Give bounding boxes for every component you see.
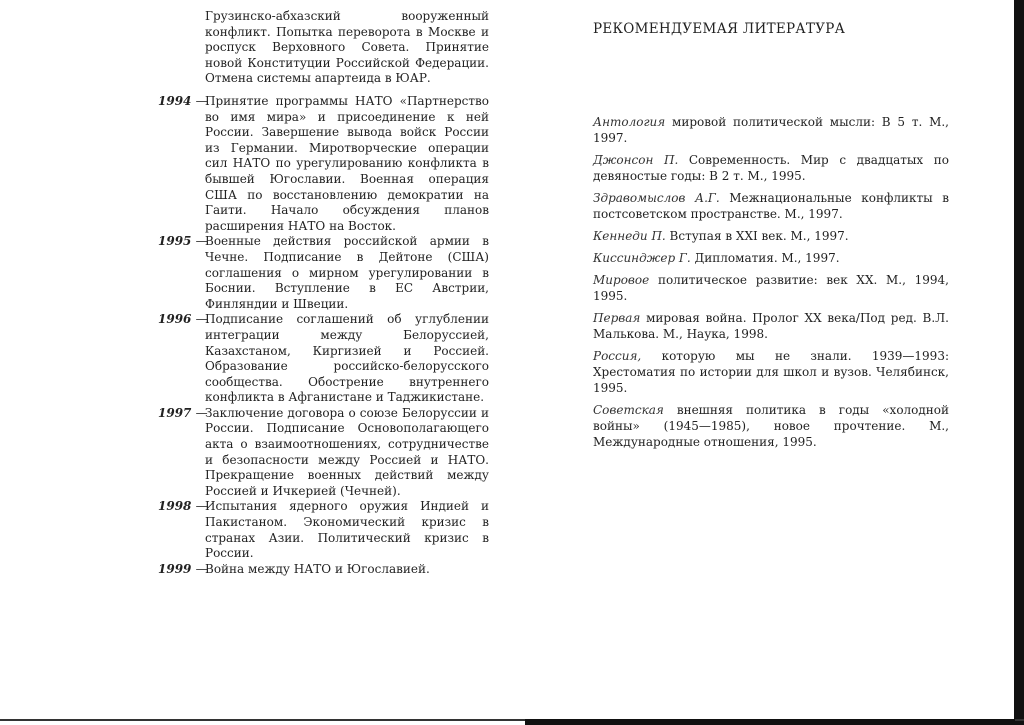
chronology-entry — [158, 94, 489, 234]
chronology-list — [158, 94, 489, 577]
entry-dash: — — [195, 405, 208, 420]
reference-text: Межнациональные конфликты в постсоветском пространстве. М., 1997. — [593, 191, 949, 221]
entry-text: Заключение договора о союзе Белоруссии и России. Подписание Основополагающего акта о взаимоотношениях, сотрудничестве и безопасности между Россией и НАТО. Прекращение военных действий между Россией и Ичкерией (Чечней). — [205, 405, 489, 498]
reference-author: Киссинджер Г. — [593, 251, 691, 265]
reference-text: мировой политической мысли: В 5 т. М., 1997. — [593, 115, 949, 145]
entry-year: 1995 — [158, 234, 192, 249]
entry-year: 1996 — [158, 312, 192, 327]
entry-dash: — — [195, 312, 208, 327]
page-title: РЕКОМЕНДУЕМАЯ ЛИТЕРАТУРА — [593, 21, 846, 37]
reference-text: Современность. Мир с двадцатых по девяностые годы: В 2 т. М., 1995. — [593, 153, 950, 183]
entry-text: Война между НАТО и Югославией. — [205, 561, 430, 576]
reference-author: Первая — [593, 311, 641, 325]
reference-list — [593, 114, 949, 456]
reference-text: внешняя политика в годы «холодной войны» (1945—1985), новое прочтение. М., Международные отношения, 1995. — [593, 403, 949, 449]
reference-item — [593, 348, 949, 396]
chronology-entry — [158, 234, 489, 312]
scan-edge-bottom-dark — [525, 719, 1015, 725]
entry-dash: — — [195, 94, 208, 108]
entry-dash: — — [195, 499, 208, 514]
reference-item — [593, 310, 949, 342]
reference-item — [593, 250, 949, 266]
reference-text: Вступая в XXI век. М., 1997. — [665, 229, 849, 243]
reference-author: Здравомыслов А.Г. — [593, 191, 720, 205]
reference-item — [593, 272, 949, 304]
reference-author: Джонсон П. — [593, 153, 679, 167]
entry-dash: — — [195, 561, 208, 576]
chronology-entry — [158, 406, 489, 500]
reference-item — [593, 402, 949, 450]
entry-text: Принятие программы НАТО «Партнерство во имя мира» и присоединение к ней России. Завершение вывода войск России из Германии. Миротворческие операции сил НАТО по урегулированию конфликта в бывшей Югославии. Военная операция США по восстановлению демократии на Гаити. Начало обсуждения планов расширения НАТО на Восток. — [205, 94, 489, 233]
right-page — [512, 0, 1024, 725]
reference-author: Антология — [593, 115, 666, 129]
entry-year: 1994 — [158, 94, 192, 108]
reference-text: Дипломатия. М., 1997. — [690, 251, 840, 265]
reference-item — [593, 190, 949, 222]
reference-author: Мировое — [593, 273, 650, 287]
entry-year: 1998 — [158, 499, 192, 514]
reference-text: политическое развитие: век XX. М., 1994, 1995. — [593, 273, 949, 303]
entry-text: Испытания ядерного оружия Индией и Пакистаном. Экономический кризис в странах Азии. Политический кризис в России. — [205, 499, 489, 561]
reference-item — [593, 228, 949, 244]
entry-text: Военные действия российской армии в Чечне. Подписание в Дейтоне (США) соглашения о мирном урегулировании в Боснии. Вступление в ЕС Австрии, Финляндии и Швеции. — [205, 234, 489, 311]
reference-item — [593, 114, 949, 146]
reference-author: Советская — [593, 403, 664, 417]
chronology-entry — [158, 499, 489, 561]
reference-item — [593, 152, 949, 184]
reference-author: Кеннеди П. — [593, 229, 666, 243]
entry-dash: — — [195, 234, 208, 249]
reference-text: которую мы не знали. 1939—1993: Хрестоматия по истории для школ и вузов. Челябинск, 1995. — [593, 349, 949, 395]
entry-text: Подписание соглашений об углублении интеграции между Белоруссией, Казахстаном, Киргизией и Россией. Образование российско-белорусского сообщества. Обострение внутреннего конфликта в Афганистане и Таджикистане. — [205, 312, 489, 405]
reference-text: мировая война. Пролог XX века/Под ред. В.Л. Малькова. М., Наука, 1998. — [593, 311, 949, 341]
reference-author: Россия, — [593, 349, 642, 363]
entry-year: 1997 — [158, 405, 192, 420]
scan-edge-right — [1014, 0, 1024, 725]
entry-year: 1999 — [158, 561, 192, 576]
chronology-intro: Грузинско-абхазский вооруженный конфликт. Попытка переворота в Москве и роспуск Верховного Совета. Принятие новой Конституции Российской Федерации. Отмена системы апартеида в ЮАР. — [205, 9, 489, 86]
chronology-entry — [158, 312, 489, 406]
chronology-entry — [158, 562, 489, 578]
